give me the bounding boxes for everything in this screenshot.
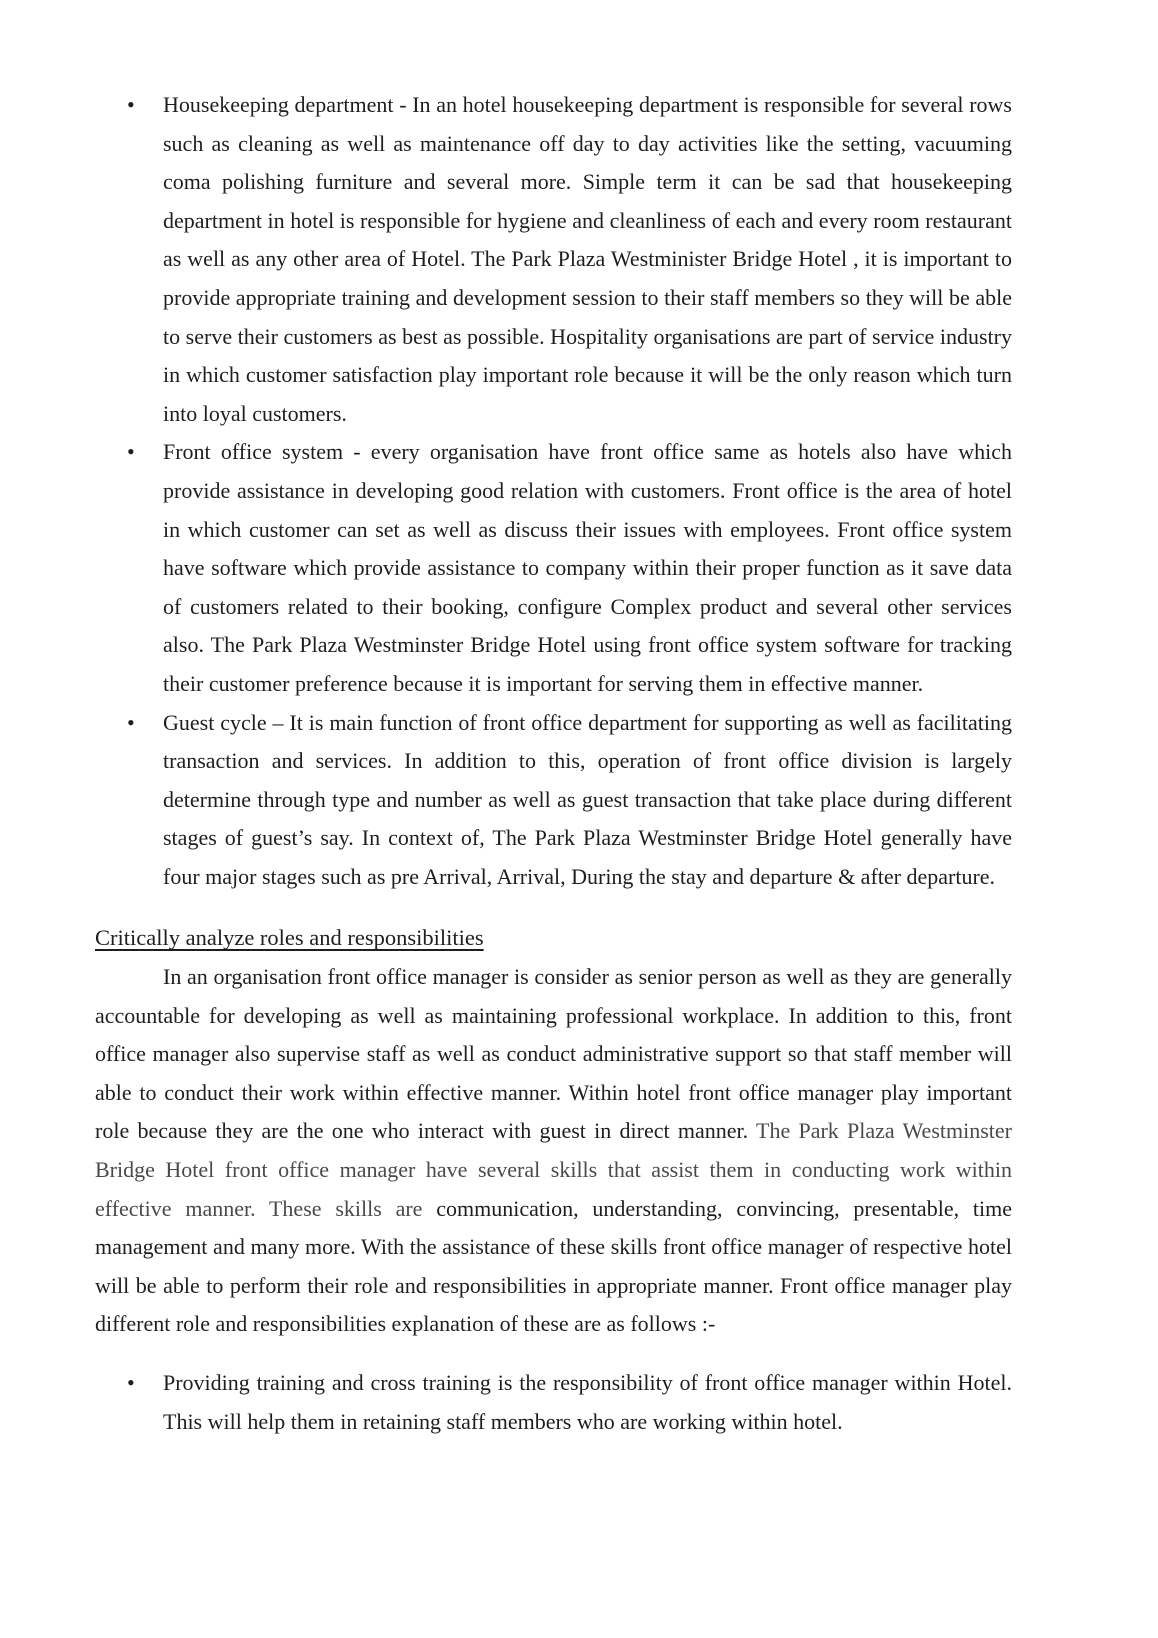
bullet-list-top xyxy=(95,86,1012,896)
bullet-list-bottom xyxy=(95,1364,1012,1441)
list-item-providing-training xyxy=(95,1364,1012,1441)
list-item-text: Housekeeping department - In an hotel housekeeping department is responsible for several rows such as cleaning as well as maintenance off day to day activities like the setting, vacuuming coma polishing furniture and several more. Simple term it can be sad that housekeeping department in hotel is responsible for hygiene and cleanliness of each and every room restaurant as well as any other area of Hotel. The Park Plaza Westminister Bridge Hotel , it is important to provide appropriate training and development session to their staff members so they will be able to serve their customers as best as possible. Hospitality organisations are part of service industry in which customer satisfaction play important role because it will be the only reason which turn into loyal customers. xyxy=(163,92,1012,426)
paragraph-run: In an organisation front office manager is consider as senior person as well as they are generally accountable for developing as well as maintaining professional workplace. In addition to this, front office manager also supervise staff as well as conduct administrative support so that staff member will able to conduct their work within effective manner. Within hotel front office manager play important role because they are the one who interact with guest in direct manner. xyxy=(95,964,1012,1144)
bullet-icon: • xyxy=(127,92,135,117)
list-item-guest-cycle xyxy=(95,704,1012,897)
list-item-text: Front office system - every organisation have front office same as hotels also have which provide assistance in developing good relation with customers. Front office is the area of hotel in which customer can set as well as discuss their issues with employees. Front office system have software which provide assistance to company within their proper function as it save data of customers related to their booking, configure Complex product and several other services also. The Park Plaza Westminster Bridge Hotel using front office system software for tracking their customer preference because it is important for serving them in effective manner. xyxy=(163,439,1012,696)
list-item-text: Providing training and cross training is the responsibility of front office manager within Hotel. This will help them in retaining staff members who are working within hotel. xyxy=(163,1370,1012,1434)
list-item-text: Guest cycle – It is main function of front office department for supporting as well as facilitating transaction and services. In addition to this, operation of front office division is largely determine through type and number as well as guest transaction that take place during different stages of guest’s say. In context of, The Park Plaza Westminster Bridge Hotel generally have four major stages such as pre Arrival, Arrival, During the stay and departure & after departure. xyxy=(163,709,1012,889)
body-paragraph xyxy=(95,958,1012,1344)
list-item-front-office-system xyxy=(95,433,1012,703)
bullet-icon: • xyxy=(127,709,135,735)
paragraph-run: communication, understanding, convincing, presentable, time management and many more. With the assistance of these skills front office manager of respective hotel will be able to perform their role and responsibilities in appropriate manner. Front office manager play different role and responsibilities explanation of these are as follows :- xyxy=(95,1195,1012,1337)
bullet-icon: • xyxy=(127,439,135,465)
bullet-icon: • xyxy=(127,1370,135,1395)
paragraph-run: The Park Plaza Westminster Bridge Hotel front office manager have several skills that assist them in conducting work within effective manner. These skills are xyxy=(95,1118,1012,1221)
list-item-housekeeping xyxy=(95,86,1012,433)
section-heading: Critically analyze roles and responsibilities xyxy=(95,925,484,951)
